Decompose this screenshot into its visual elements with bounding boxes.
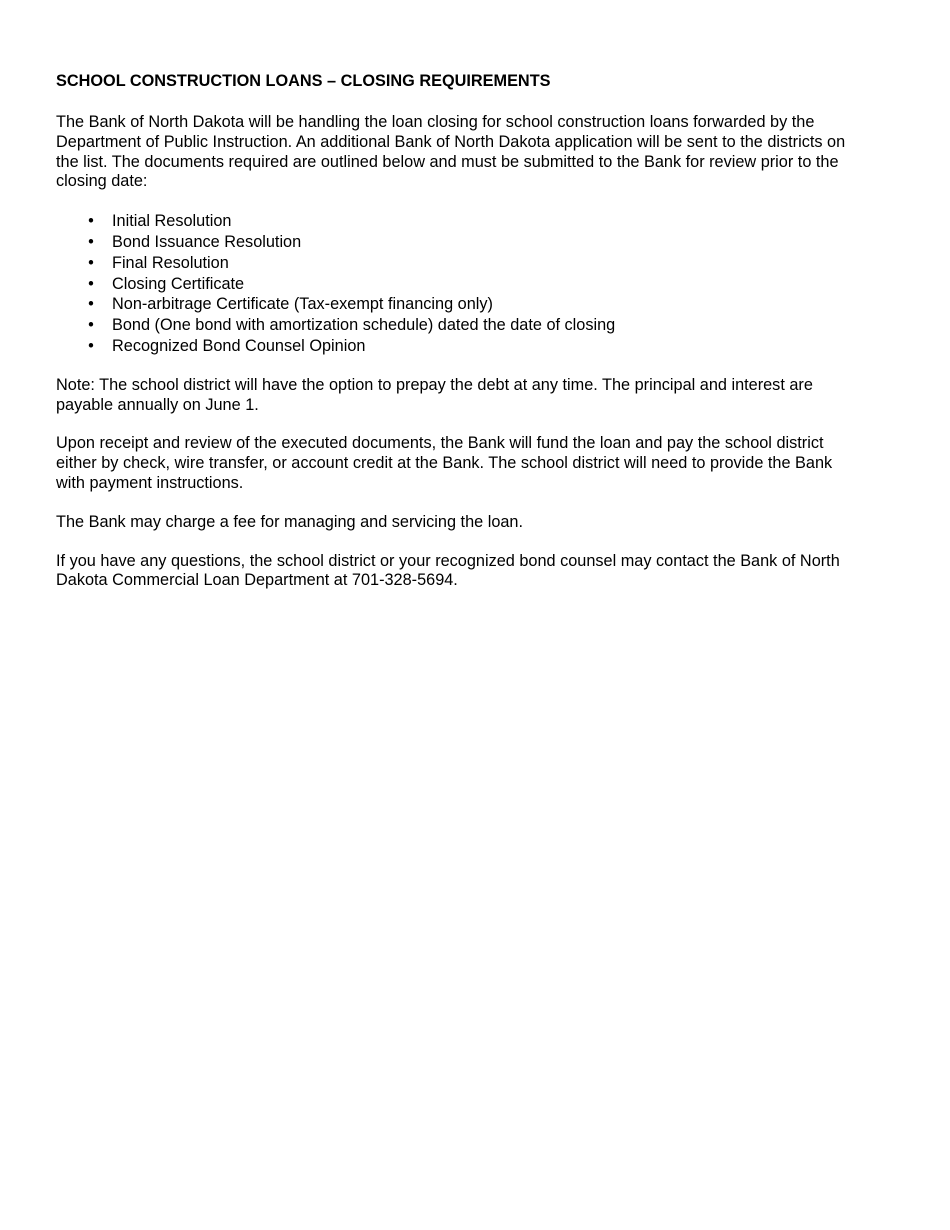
- bullet-icon: •: [88, 336, 94, 355]
- bullet-icon: •: [88, 316, 94, 335]
- document-title: SCHOOL CONSTRUCTION LOANS – CLOSING REQUIREMENTS: [56, 72, 551, 90]
- requirement-item: [56, 336, 892, 357]
- requirement-text: Bond (One bond with amortization schedule) dated the date of closing: [112, 316, 616, 335]
- intro-paragraph: [56, 113, 892, 192]
- bullet-icon: •: [88, 232, 94, 251]
- fee-paragraph: [56, 513, 892, 533]
- requirement-item: [56, 274, 892, 295]
- contact-line: If you have any questions, the school district or your recognized bond counsel may contact the Bank of North: [56, 551, 840, 570]
- bullet-icon: •: [88, 295, 94, 314]
- requirement-item: [56, 232, 892, 253]
- note-paragraph: [56, 376, 892, 416]
- funding-paragraph: [56, 434, 892, 493]
- requirement-text: Bond Issuance Resolution: [112, 232, 302, 251]
- funding-line: Upon receipt and review of the executed documents, the Bank will fund the loan and pay the school district: [56, 434, 824, 453]
- intro-line: closing date:: [56, 172, 148, 191]
- contact-line: Dakota Commercial Loan Department at 701-328-5694.: [56, 571, 458, 590]
- intro-line: The Bank of North Dakota will be handling the loan closing for school construction loans forwarded by the: [56, 113, 815, 131]
- bullet-icon: •: [88, 274, 94, 293]
- document-page: [56, 71, 892, 591]
- intro-line: Department of Public Instruction. An additional Bank of North Dakota application will be sent to the districts on: [56, 132, 846, 151]
- funding-line: either by check, wire transfer, or account credit at the Bank. The school district will need to provide the Bank: [56, 454, 833, 473]
- intro-line: the list. The documents required are outlined below and must be submitted to the Bank for review prior to the: [56, 152, 839, 171]
- bullet-icon: •: [88, 253, 94, 272]
- contact-paragraph: [56, 552, 892, 592]
- note-line: Note: The school district will have the option to prepay the debt at any time. The principal and interest are: [56, 375, 813, 394]
- requirement-item: [56, 294, 892, 315]
- requirement-text: Initial Resolution: [112, 212, 232, 231]
- requirement-text: Recognized Bond Counsel Opinion: [112, 336, 366, 355]
- requirement-text: Final Resolution: [112, 253, 229, 272]
- fee-line: The Bank may charge a fee for managing and servicing the loan.: [56, 512, 524, 531]
- requirement-text: Non-arbitrage Certificate (Tax-exempt financing only): [112, 295, 493, 314]
- requirements-list: [56, 211, 892, 357]
- bullet-icon: •: [88, 212, 94, 231]
- requirement-item: [56, 211, 892, 232]
- requirement-text: Closing Certificate: [112, 274, 245, 293]
- requirement-item: [56, 253, 892, 274]
- funding-line: with payment instructions.: [56, 473, 244, 492]
- note-line: payable annually on June 1.: [56, 395, 259, 414]
- requirement-item: [56, 315, 892, 336]
